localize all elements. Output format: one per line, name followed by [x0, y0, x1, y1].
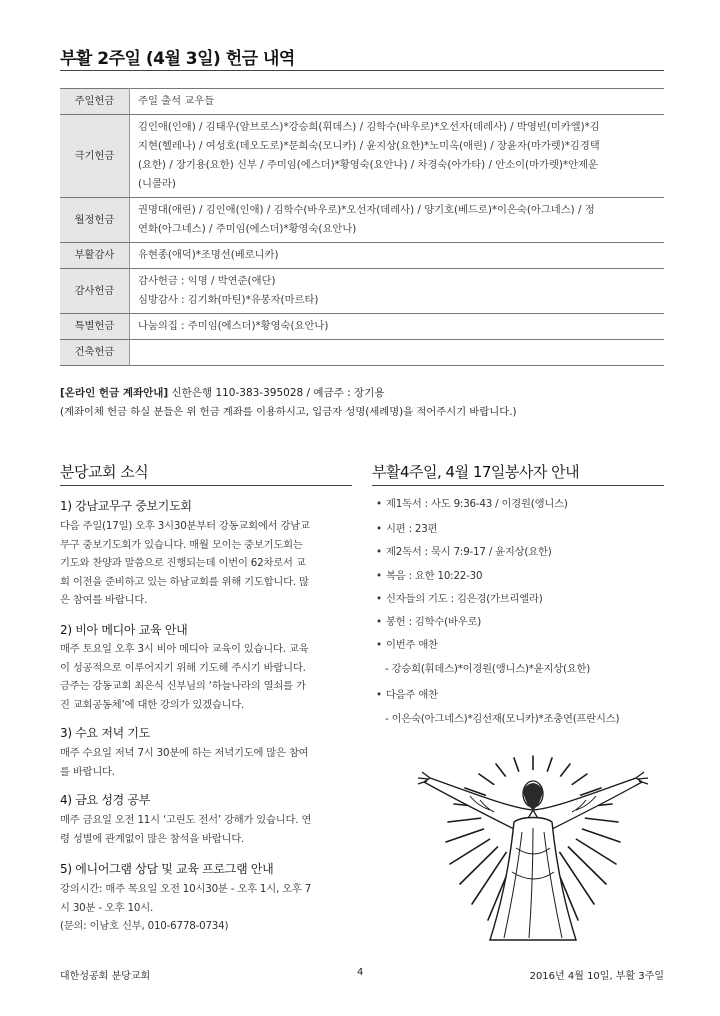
news-body: 강의시간: 매주 목요일 오전 10시30분 - 오후 1시, 오후 7 시 30분 - 오후 10시. (문의: 이남호 신부, 010-6778-0734)	[60, 883, 312, 933]
table-row	[60, 115, 664, 198]
list-item: • 이번주 애찬	[376, 639, 438, 651]
this-week-meal-names: - 강승희(휘데스)*이경원(앵니스)*윤지상(요한)	[385, 663, 591, 675]
volunteer-divider	[372, 485, 664, 486]
news-section-title: 분당교회 소식	[60, 463, 149, 481]
row-label: 특별헌금	[60, 314, 130, 340]
list-item: • 다음주 애찬	[376, 689, 438, 701]
row-label: 월정헌금	[60, 198, 130, 243]
account-label: [온라인 헌금 계좌안내]	[60, 387, 169, 399]
news-heading: 5) 에니어그램 상담 및 교육 프로그램 안내	[60, 862, 274, 876]
table-row	[60, 198, 664, 243]
list-item: • 제1독서 : 사도 9:36-43 / 이경원(앵니스)	[376, 498, 568, 510]
table-row	[60, 340, 664, 366]
row-label: 극기헌금	[60, 115, 130, 198]
risen-christ-illustration	[410, 752, 656, 942]
offering-title: 부활 2주일 (4월 3일) 헌금 내역	[60, 49, 295, 69]
title-divider	[60, 70, 664, 71]
volunteer-section-title: 부활4주일, 4월 17일봉사자 안내	[372, 463, 580, 481]
row-label: 부활감사	[60, 243, 130, 269]
christ-figure	[418, 772, 648, 940]
row-value: 나눔의집 : 주미임(에스더)*황영숙(요안나)	[130, 314, 665, 340]
row-value: 김인애(인애) / 김태우(암브로스)*강승희(휘데스) / 김학수(바우로)*오선자(데레사) / 박영빈(미카엘)*김 지현(헬레나) / 여성호(데오도로)*문희숙(모니카) / 윤지상(요한)*노미옥(애린) / 장윤자(마가렛)*김경택 (요한) / 장기용(요한) 신부 / 주미임(에스더)*황영숙(요안나) / 차경숙(아가타) / 안소이(마가렛)*안제운 (니콜라)	[130, 115, 665, 198]
news-body: 매주 수요일 저녁 7시 30분에 하는 저녁기도에 많은 참여 를 바랍니다.	[60, 747, 309, 778]
page-number: 4	[357, 967, 364, 978]
news-body: 매주 토요일 오후 3시 비아 메디아 교육이 있습니다. 교육 이 성공적으로 이루어지기 위해 기도해 주시기 바랍니다. 금주는 강동교회 최은식 신부님의 ‘하늘나라의 열쇠를 가 진 교회공동체’에 대한 강의가 있겠습니다.	[60, 643, 309, 711]
table-row	[60, 314, 664, 340]
row-value: 권명대(애린) / 김인애(인애) / 김학수(바우로)*오선자(데레사) / 양기호(베드로)*이은숙(아그네스) / 정 연화(아그네스) / 주미임(에스더)*황영숙(요안나)	[130, 198, 665, 243]
news-body: 다음 주일(17일) 오후 3시30분부터 강동교회에서 강남교 무구 중보기도회가 있습니다. 매월 모이는 중보기도회는 기도와 찬양과 말씀으로 진행되는데 이번이 62차로서 교 회 이전을 준비하고 있는 하남교회를 위해 기도합니다. 많 은 참여를 바랍니다.	[60, 520, 310, 607]
table-row	[60, 243, 664, 269]
row-label: 감사헌금	[60, 269, 130, 314]
row-value	[130, 340, 665, 366]
row-label: 건축헌금	[60, 340, 130, 366]
news-heading: 2) 비아 메디아 교육 안내	[60, 623, 188, 637]
footer-date: 2016년 4월 10일, 부활 3주일	[529, 971, 664, 982]
row-value: 유현종(애덕)*조명선(베로니카)	[130, 243, 665, 269]
news-body: 매주 금요일 오전 11시 ‘고린도 전서’ 강해가 있습니다. 연 령 성별에 관계없이 많은 참석을 바랍니다.	[60, 814, 312, 845]
account-note: (계좌이체 헌금 하실 분들은 위 헌금 계좌를 이용하시고, 입금자 성명(세례명)을 적어주시기 바랍니다.)	[60, 406, 517, 418]
news-heading: 1) 강남교무구 중보기도회	[60, 499, 192, 513]
table-row	[60, 269, 664, 314]
list-item: • 제2독서 : 묵시 7:9-17 / 윤지상(요한)	[376, 546, 552, 558]
list-item: • 봉헌 : 김학수(바우로)	[376, 616, 482, 628]
account-info	[60, 384, 384, 403]
row-value: 주일 출석 교우들	[130, 89, 665, 115]
footer-church-name: 대한성공회 분당교회	[60, 971, 151, 982]
list-item: • 시편 : 23편	[376, 523, 438, 535]
account-text: 신한은행 110-383-395028 / 예금주 : 장기용	[168, 387, 385, 399]
news-divider	[60, 485, 352, 486]
row-label: 주일헌금	[60, 89, 130, 115]
row-value: 감사헌금 : 익명 / 박연준(애단) 심방감사 : 김기화(마틴)*유봉자(마르타)	[130, 269, 665, 314]
list-item: • 복음 : 요한 10:22-30	[376, 570, 483, 582]
table-row	[60, 89, 664, 115]
list-item: • 신자들의 기도 : 김은경(가브리엘라)	[376, 593, 543, 605]
next-week-meal-names: - 이은숙(아그네스)*김선재(모니카)*조충연(프란시스)	[385, 713, 620, 725]
news-heading: 4) 금요 성경 공부	[60, 793, 151, 807]
news-heading: 3) 수요 저녁 기도	[60, 726, 151, 740]
offering-table	[60, 88, 664, 366]
